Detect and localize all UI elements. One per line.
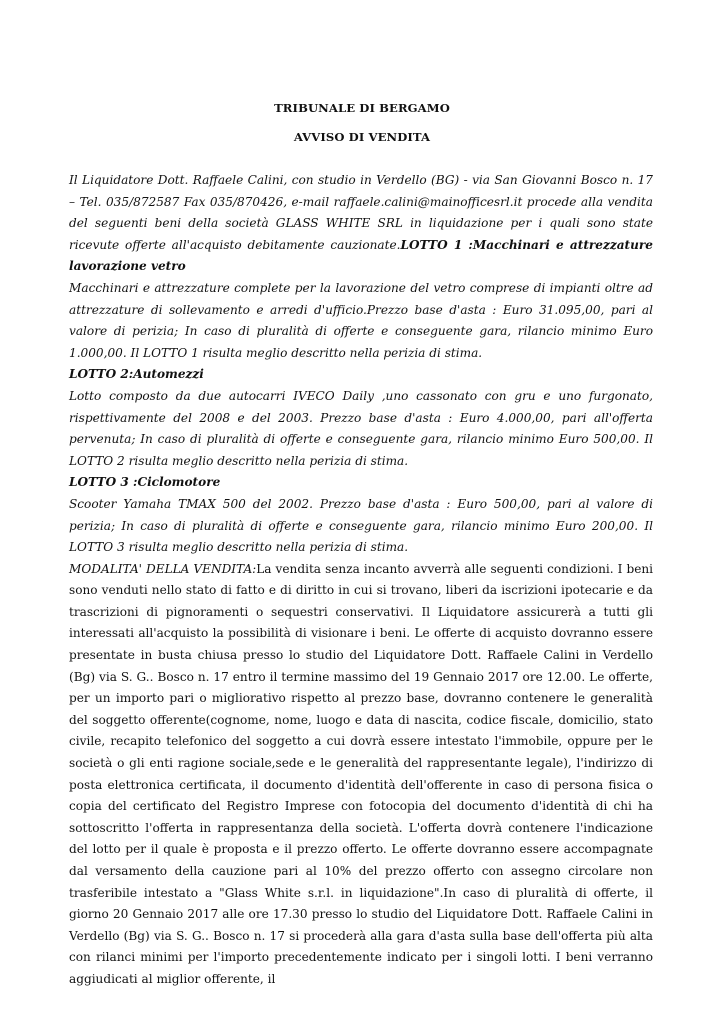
document-body [69,170,653,991]
modalita-paragraph [69,559,653,991]
lot-1-text: Macchinari e attrezzature complete per la lavorazione del vetro comprese di impianti oltre ad attrezzature di sollevamento e arredi d'ufficio.Prezzo base d'asta : Euro 31.095,00, pari al valore di perizia; In caso di pluralità di offerte e conseguente gara, rilancio minimo Euro 1.000,00. Il LOTTO 1 risulta meglio descritto nella perizia di stima. [69,280,653,360]
court-title: TRIBUNALE DI BERGAMO [274,101,450,115]
lot-1-heading: LOTTO 1 :Macchinari e attrezzature lavorazione vetro [69,237,653,274]
lot-2-heading: LOTTO 2:Automezzi [69,367,204,382]
lot-2-text: Lotto composto da due autocarri IVECO Daily ,uno cassonato con gru e uno furgonato, rispettivamente del 2008 e del 2003. Prezzo base d'asta : Euro 4.000,00, pari all'offerta pervenuta; In caso di pluralità di offerte e conseguente gara, rilancio minimo Euro 500,00. Il LOTTO 2 risulta meglio descritto nella perizia di stima. [69,388,653,468]
lot-3-text: Scooter Yamaha TMAX 500 del 2002. Prezzo base d'asta : Euro 500,00, pari al valore di perizia; In caso di pluralità di offerte e conseguente gara, rilancio minimo Euro 200,00. Il LOTTO 3 risulta meglio descritto nella perizia di stima. [69,496,653,555]
modalita-text: La vendita senza incanto avverrà alle seguenti condizioni. I beni sono venduti nello stato di fatto e di diritto in cui si trovano, liberi da iscrizioni ipotecarie e da trascrizioni di pignoramenti o sequestri conservativi. Il Liquidatore assicurerà a tutti gli interessati all'acquisto la possibilità di visionare i beni. Le offerte di acquisto dovranno essere presentate in busta chiusa presso lo studio del Liquidatore Dott. Raffaele Calini in Verdello (Bg) via S. G.. Bosco n. 17 entro il termine massimo del 19 Gennaio 2017 ore 12.00. Le offerte, per un importo pari o migliorativo rispetto al prezzo base, dovranno contenere le generalità del soggetto offerente(cognome, nome, luogo e data di nascita, codice fiscale, domicilio, stato civile, recapito telefonico del soggetto a cui dovrà essere intestato l'immobile, oppure per le società o gli enti ragione sociale,sede e le generalità del rappresentante legale), l'indirizzo di posta elettronica certificata, il documento d'identità dell'offerente in caso di persona fisica o copia del certificato del Registro Imprese con fotocopia del documento d'identità di chi ha sottoscritto l'offerta in rappresentanza della società. L'offerta dovrà contenere l'indicazione del lotto per il quale è proposta e il prezzo offerto. Le offerte dovranno essere accompagnate dal versamento della cauzione pari al 10% del prezzo offerto con assegno circolare non trasferibile intestato a "Glass White s.r.l. in liquidazione".In caso di pluralità di offerte, il giorno 20 Gennaio 2017 alle ore 17.30 presso lo studio del Liquidatore Dott. Raffaele Calini in Verdello (Bg) via S. G.. Bosco n. 17 si procederà alla gara d'asta sulla base dell'offerta più alta con rilanci minimi per l'importo precedentemente indicato per i singoli lotti. I beni verranno aggiudicati al miglior offerente, il [69,561,654,986]
notice-title: AVVISO DI VENDITA [293,130,431,144]
intro-text: Il Liquidatore Dott. Raffaele Calini, con studio in Verdello (BG) - via San Giovanni Bosco n. 17 – Tel. 035/872587 Fax 035/870426, e-mail raffaele.calini@mainofficesrl.it procede alla vendita del seguenti beni della società GLASS WHITE SRL in liquidazione per i quali sono state ricevute offerte all'acquisto debitamente cauzionate. [69,173,653,252]
modalita-label: MODALITA' DELLA VENDITA: [69,561,257,576]
intro-paragraph [69,170,653,278]
lot-3-heading: LOTTO 3 :Ciclomotore [69,475,221,490]
